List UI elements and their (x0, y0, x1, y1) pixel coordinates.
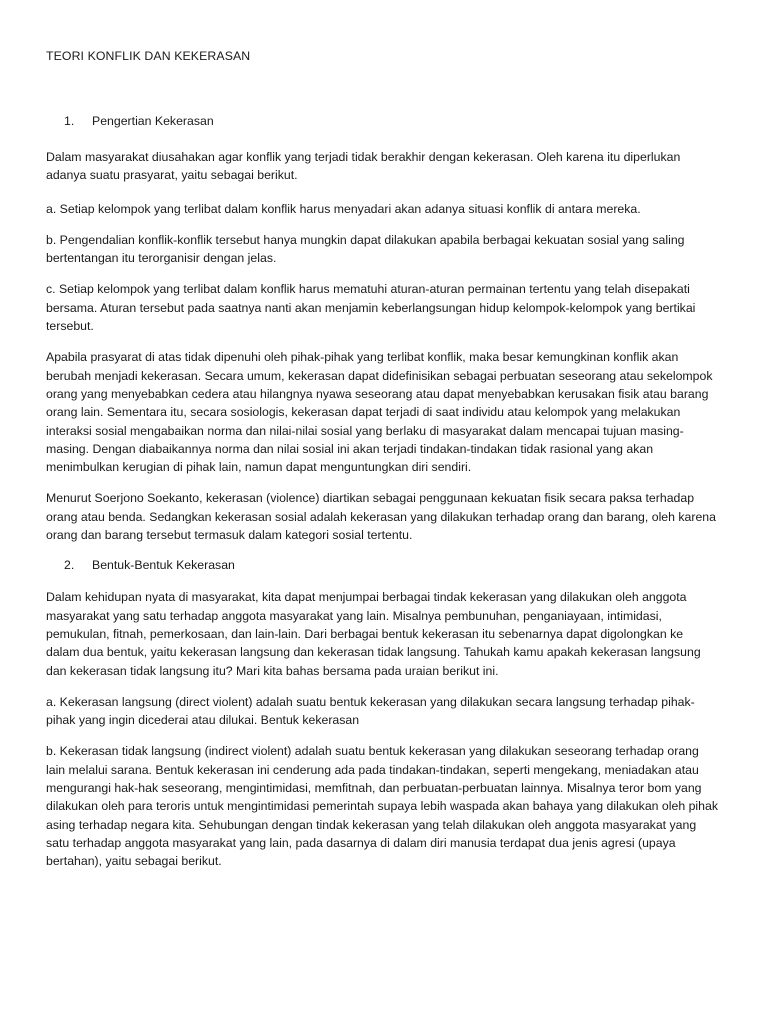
section-number: 2. (64, 558, 75, 573)
paragraph: Dalam kehidupan nyata di masyarakat, kita dapat menjumpai berbagai tindak kekerasan yang dilakukan oleh anggota masyarakat yang satu terhadap anggota masyarakat yang lain. Misalnya pembunuhan, penganiayaan, intimidasi, pemukulan, fitnah, pemerkosaan, dan lain-lain. Dari berbagai bentuk kekerasan itu sebenarnya dapat digolongkan ke dalam dua bentuk, yaitu kekerasan langsung dan kekerasan tidak langsung. Tahukah kamu apakah kekerasan langsung dan kekerasan tidak langsung itu? Mari kita bahas bersama pada uraian berikut ini. (46, 590, 701, 678)
section-heading-text: Bentuk-Bentuk Kekerasan (92, 558, 235, 573)
paragraph: Menurut Soerjono Soekanto, kekerasan (violence) diartikan sebagai penggunaan kekuatan fisik secara paksa terhadap orang atau benda. Sedangkan kekerasan sosial adalah kekerasan yang dilakukan terhadap orang dan barang, oleh karena orang dan barang tersebut termasuk dalam kategori sosial tertentu. (46, 491, 716, 543)
section-number: 1. (64, 114, 75, 128)
paragraph: b. Pengendalian konflik-konflik tersebut hanya mungkin dapat dilakukan apabila berbagai kekuatan sosial yang saling bertentangan itu terorganisir dengan jelas. (46, 232, 685, 266)
section-heading-text: Pengertian Kekerasan (92, 114, 214, 128)
paragraph: Apabila prasyarat di atas tidak dipenuhi oleh pihak-pihak yang terlibat konflik, maka besar kemungkinan konflik akan berubah menjadi kekerasan. Secara umum, kekerasan dapat didefinisikan sebagai perbuatan seseorang atau sekelompok orang yang menyebabkan cedera atau hilangnya nyawa seseorang atau dapat menyebabkan kerusakan fisik atau barang orang lain. Sementara itu, secara sosiologis, kekerasan dapat terjadi di saat individu atau kelompok yang melakukan interaksi sosial mengabaikan norma dan nilai-nilai sosial yang berlaku di masyarakat dalam mencapai tujuan masing-masing. Dengan diabaikannya norma dan nilai sosial ini akan terjadi tindakan-tindakan tidak rasional yang akan menimbulkan kerugian di pihak lain, namun dapat menguntungkan diri sendiri. (46, 350, 713, 475)
paragraph: a. Setiap kelompok yang terlibat dalam konflik harus menyadari akan adanya situasi konflik di antara mereka. (46, 201, 641, 216)
section-heading-bentuk (46, 556, 718, 574)
paragraph: Dalam masyarakat diusahakan agar konflik yang terjadi tidak berakhir dengan kekerasan. Oleh karena itu diperlukan adanya suatu prasyarat, yaitu sebagai berikut. (46, 150, 681, 183)
paragraph: c. Setiap kelompok yang terlibat dalam konflik harus mematuhi aturan-aturan permainan tertentu yang telah disepakati bersama. Aturan tersebut pada saatnya nanti akan menjamin keberlangsungan hidup kelompok-kelompok yang bertikai tersebut. (46, 282, 696, 334)
paragraph: a. Kekerasan langsung (direct violent) adalah suatu bentuk kekerasan yang dilakukan secara langsung terhadap pihak-pihak yang ingin dicederai atau dilukai. Bentuk kekerasan (46, 694, 695, 728)
section-heading-pengertian (46, 112, 718, 130)
document-page (46, 47, 718, 871)
document-title: TEORI KONFLIK DAN KEKERASAN (46, 49, 251, 63)
paragraph: b. Kekerasan tidak langsung (indirect violent) adalah suatu bentuk kekerasan yang dilakukan seseorang terhadap orang lain melalui sarana. Bentuk kekerasan ini cenderung ada pada tindakan-tindakan, seperti mengekang, meniadakan atau mengurangi hak-hak seseorang, mengintimidasi, memfitnah, dan perbuatan-perbuatan lainnya. Misalnya teror bom yang dilakukan oleh para teroris untuk mengintimidasi pemerintah supaya lebih waspada akan bahaya yang dilakukan oleh pihak asing terhadap negara kita. Sehubungan dengan tindak kekerasan yang telah dilakukan oleh anggota masyarakat yang satu terhadap anggota masyarakat yang lain, pada dasarnya di dalam diri manusia terdapat dua jenis agresi (upaya bertahan), yaitu sebagai berikut. (46, 744, 718, 869)
